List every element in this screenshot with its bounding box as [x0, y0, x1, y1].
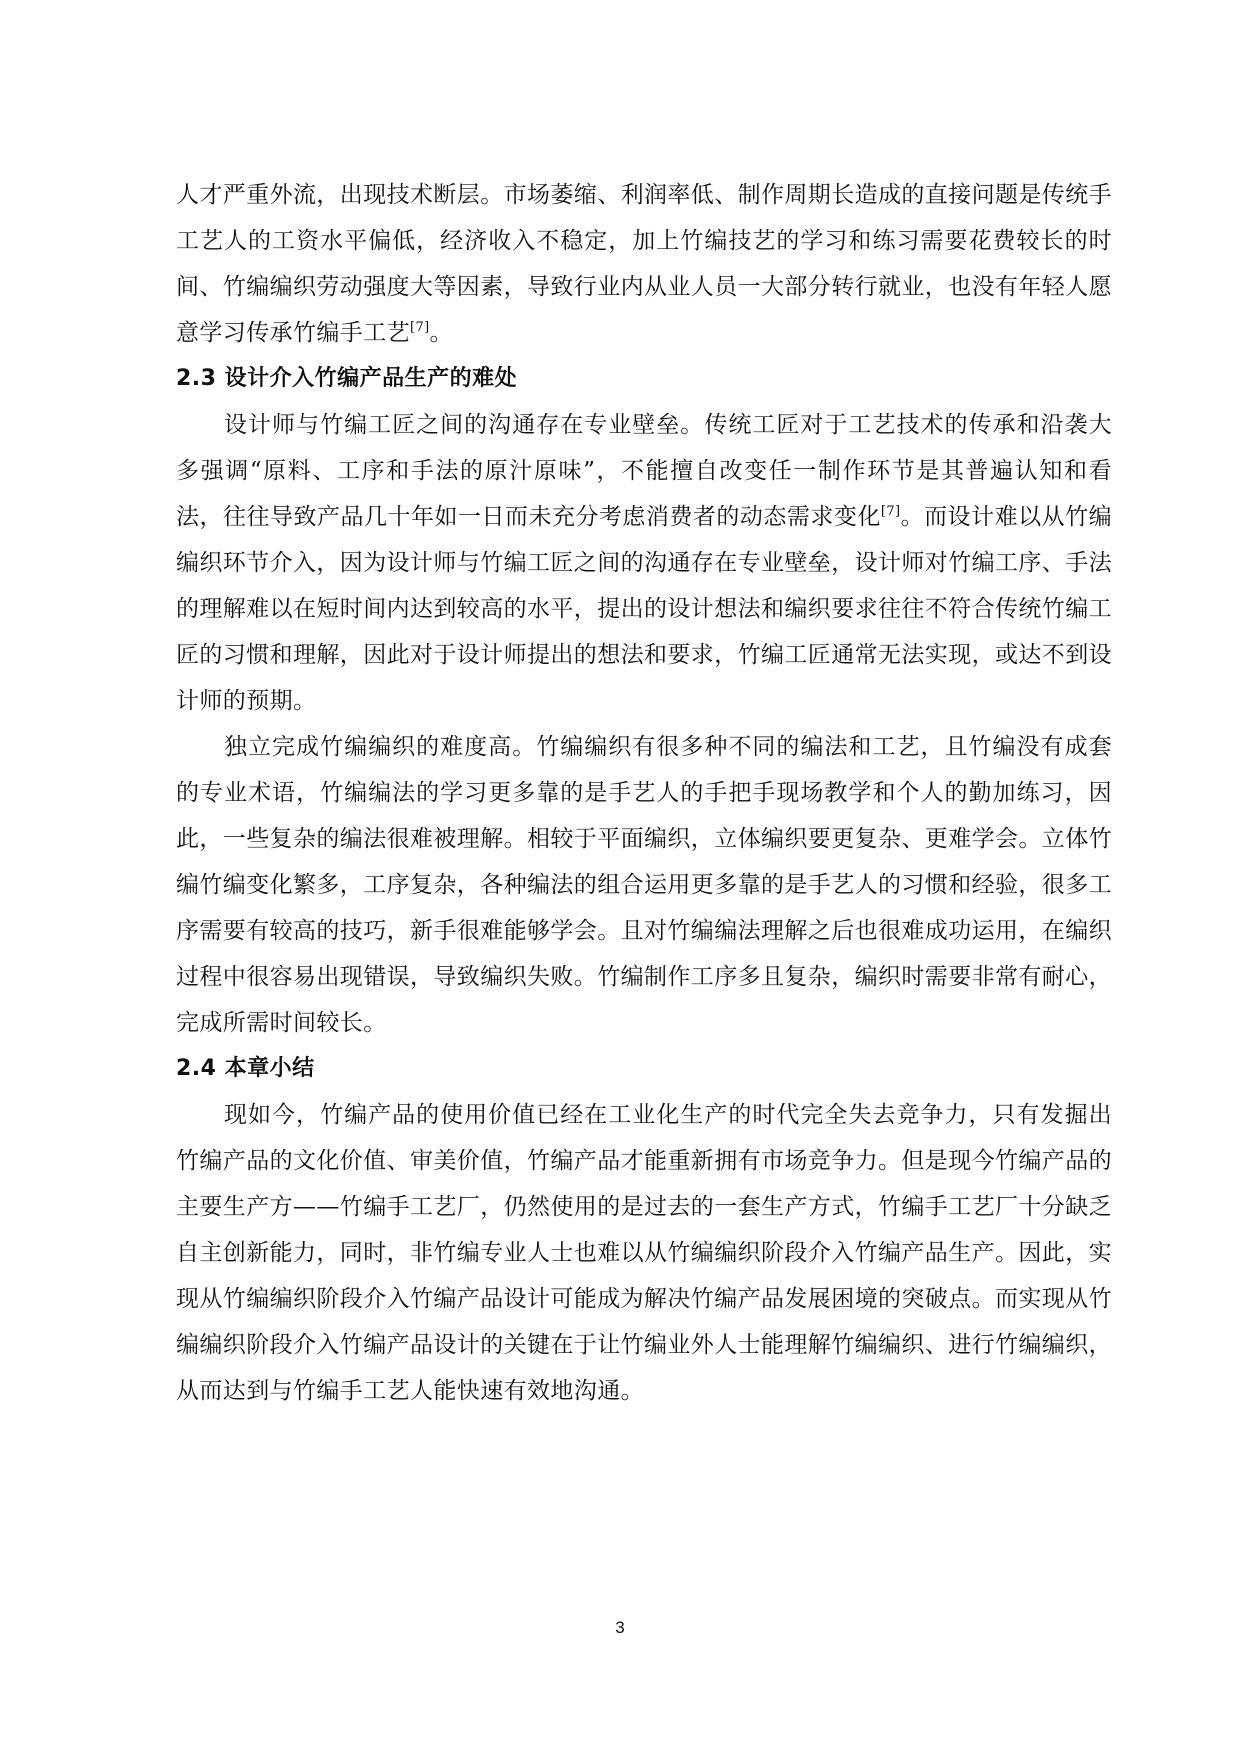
paragraph-text: 设计师与竹编工匠之间的沟通存在专业壁垒。传统工匠对于工艺技术的传承和沿袭大多强调“原料、工序和手法的原汁原味”，不能擅自改变任一制作环节是其普遍认知和看法，往往导致产品几十年如一日而未充分考虑消费者的动态需求变化	[176, 412, 1112, 530]
citation: [7]	[880, 504, 901, 519]
paragraph-chapter-summary	[176, 1092, 1112, 1414]
paragraph-talent-outflow	[176, 172, 1112, 356]
section-heading-2-4: 2.4 本章小结	[176, 1056, 315, 1081]
paragraph-text: 独立完成竹编编织的难度高。竹编编织有很多种不同的编法和工艺，且竹编没有成套的专业术语，竹编编法的学习更多靠的是手艺人的手把手现场教学和个人的勤加练习，因此，一些复杂的编法很难被理解。相较于平面编织，立体编织要更复杂、更难学会。立体竹编竹编变化繁多，工序复杂，各种编法的组合运用更多靠的是手艺人的习惯和经验，很多工序需要有较高的技巧，新手很难能够学会。且对竹编编法理解之后也很难成功运用，在编织过程中很容易出现错误，导致编织失败。竹编制作工序多且复杂，编织时需要非常有耐心，完成所需时间较长。	[176, 734, 1112, 1036]
section-heading-2-3: 2.3 设计介入竹编产品生产的难处	[176, 366, 518, 391]
paragraph-weaving-difficulty	[176, 724, 1112, 1046]
paragraph-text: 人才严重外流，出现技术断层。市场萎缩、利润率低、制作周期长造成的直接问题是传统手工艺人的工资水平偏低，经济收入不稳定，加上竹编技艺的学习和练习需要花费较长的时间、竹编编织劳动强度大等因素，导致行业内从业人员一大部分转行就业，也没有年轻人愿意学习传承竹编手工艺	[176, 182, 1112, 346]
paragraph-communication-barrier	[176, 402, 1112, 724]
paragraph-text: 现如今，竹编产品的使用价值已经在工业化生产的时代完全失去竞争力，只有发掘出竹编产品的文化价值、审美价值，竹编产品才能重新拥有市场竞争力。但是现今竹编产品的主要生产方——竹编手工艺厂，仍然使用的是过去的一套生产方式，竹编手工艺厂十分缺乏自主创新能力，同时，非竹编专业人士也难以从竹编编织阶段介入竹编产品生产。因此，实现从竹编编织阶段介入竹编产品设计可能成为解决竹编产品发展困境的突破点。而实现从竹编编织阶段介入竹编产品设计的关键在于让竹编业外人士能理解竹编编织、进行竹编编织，从而达到与竹编手工艺人能快速有效地沟通。	[176, 1102, 1112, 1404]
page-number: 3	[615, 1618, 625, 1637]
paragraph-text-tail: 。而设计难以从竹编编织环节介入，因为设计师与竹编工匠之间的沟通存在专业壁垒，设计师对竹编工序、手法的理解难以在短时间内达到较高的水平，提出的设计想法和编织要求往往不符合传统竹编工匠的习惯和理解，因此对于设计师提出的想法和要求，竹编工匠通常无法实现，或达不到设计师的预期。	[176, 504, 1113, 714]
paragraph-text-tail: 。	[429, 320, 454, 346]
citation: [7]	[410, 320, 430, 335]
document-page	[176, 172, 1112, 1414]
